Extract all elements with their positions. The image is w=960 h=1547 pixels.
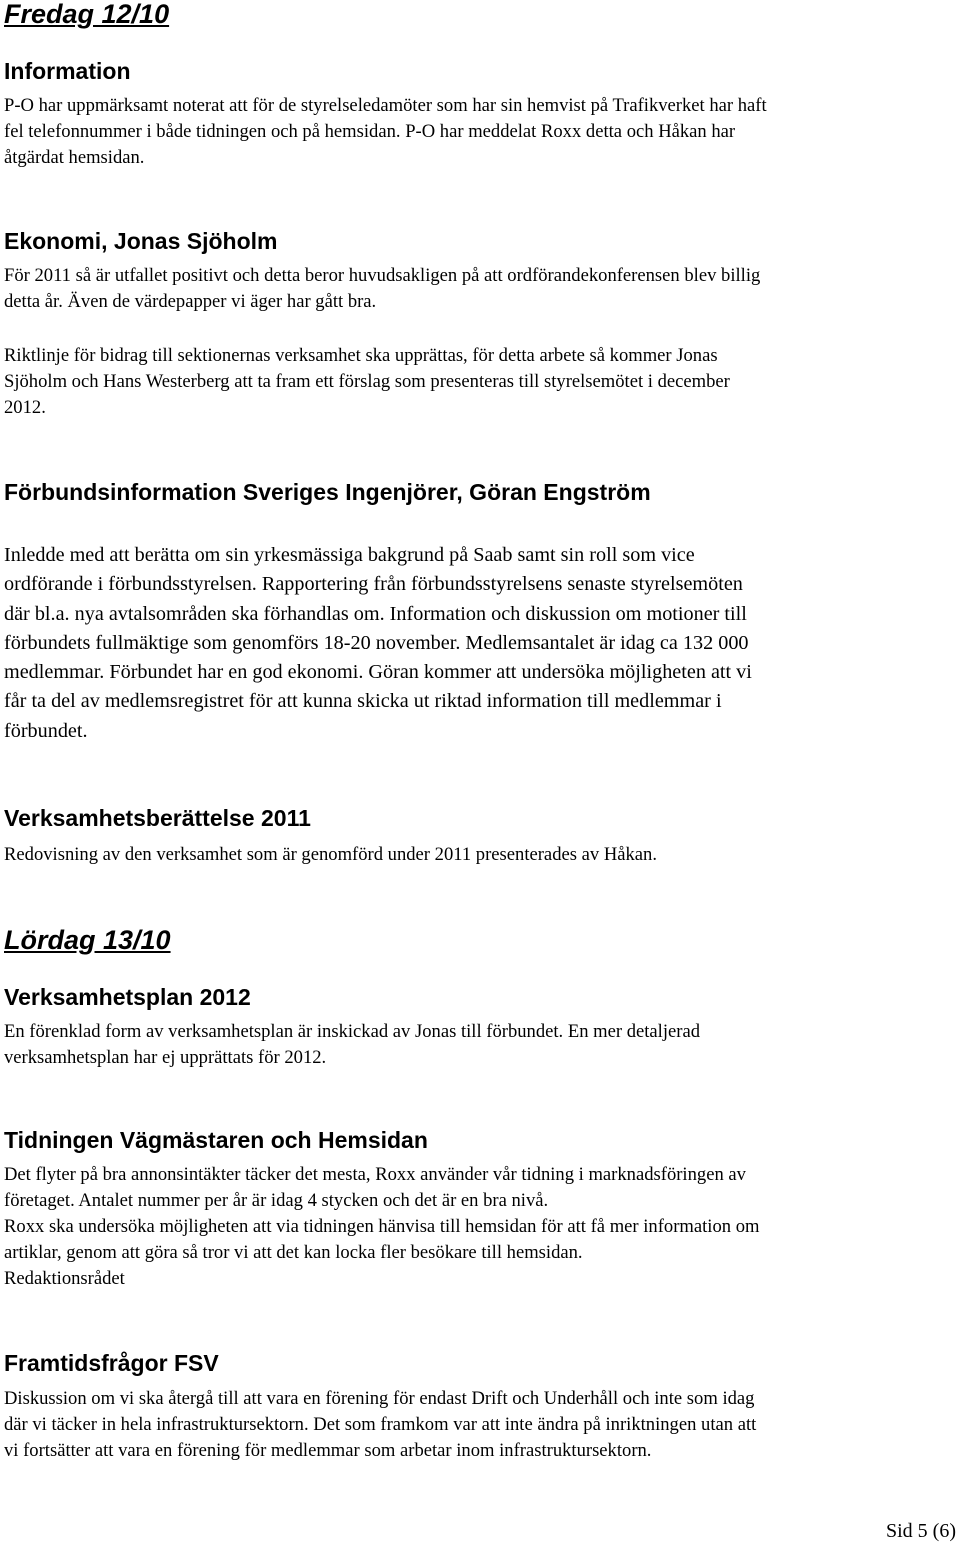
section-heading-annual-report: Verksamhetsberättelse 2011 [4,805,311,831]
section-heading-future-questions: Framtidsfrågor FSV [4,1350,219,1376]
text-line: åtgärdat hemsidan. [4,147,145,168]
section-heading-business-plan: Verksamhetsplan 2012 [4,984,251,1010]
section-heading-union-info: Förbundsinformation Sveriges Ingenjörer, Göran Engström [4,479,651,505]
text-line: ordförande i förbundsstyrelsen. Rapportering från förbundsstyrelsens senaste styrelsemöten [4,573,743,596]
text-line: medlemmar. Förbundet har en god ekonomi. Göran kommer att undersöka möjligheten att vi [4,661,752,684]
text-line: vi fortsätter att vara en förening för medlemmar som arbetar inom infrastruktursektorn. [4,1440,652,1461]
text-line: Redovisning av den verksamhet som är genomförd under 2011 presenterades av Håkan. [4,844,657,865]
text-line: För 2011 så är utfallet positivt och detta beror huvudsakligen på att ordförandekonferensen blev billig [4,265,761,286]
paragraph-annual-report [4,842,956,868]
paragraph-future-questions [4,1386,956,1464]
text-line: verksamhetsplan har ej upprättats för 2012. [4,1047,327,1068]
paragraph-information [4,93,956,171]
text-line: En förenklad form av verksamhetsplan är inskickad av Jonas till förbundet. En mer detaljerad [4,1021,701,1042]
section-heading-economy: Ekonomi, Jonas Sjöholm [4,228,278,254]
text-line: 2012. [4,397,46,418]
section-heading-magazine: Tidningen Vägmästaren och Hemsidan [4,1127,428,1153]
text-line: förbundets fullmäktige som genomförs 18-20 november. Medlemsantalet är idag ca 132 000 [4,631,749,654]
text-line: där bl.a. nya avtalsområden ska förhandlas om. Information och diskussion om motioner till [4,602,747,625]
text-line: förbundet. [4,719,88,742]
text-line: Diskussion om vi ska återgå till att vara en förening för endast Drift och Underhåll och inte som idag [4,1388,755,1409]
paragraph-union-info [4,541,949,746]
section-heading-information: Information [4,58,131,84]
text-line: Roxx ska undersöka möjligheten att via tidningen hänvisa till hemsidan för att få mer information om [4,1216,760,1237]
text-line: företaget. Antalet nummer per år är idag 4 stycken och det är en bra nivå. [4,1190,549,1211]
day-heading-saturday: Lördag 13/10 [4,925,171,955]
text-line: Redaktionsrådet [4,1268,125,1289]
text-line: fel telefonnummer i både tidningen och på hemsidan. P-O har meddelat Roxx detta och Håkan har [4,121,736,142]
day-heading-friday: Fredag 12/10 [4,0,170,29]
paragraph-magazine [4,1162,956,1292]
text-line: Sjöholm och Hans Westerberg att ta fram ett förslag som presenteras till styrelsemötet i december [4,371,730,392]
paragraph-business-plan [4,1019,956,1071]
text-line: artiklar, genom att göra så tror vi att det kan locka fler besökare till hemsidan. [4,1242,583,1263]
text-line: Det flyter på bra annonsintäkter täcker det mesta, Roxx använder vår tidning i marknadsföringen av [4,1164,746,1185]
text-line: Riktlinje för bidrag till sektionernas verksamhet ska upprättas, för detta arbete så kommer Jonas [4,345,718,366]
text-line: där vi täcker in hela infrastruktursektorn. Det som framkom var att inte ändra på inriktningen utan att [4,1414,757,1435]
text-line: P-O har uppmärksamt noterat att för de styrelseledamöter som har sin hemvist på Trafikverket har haft [4,95,767,116]
paragraph-economy-result [4,263,956,315]
page-number: Sid 5 (6) [886,1520,956,1542]
paragraph-economy-guideline [4,343,956,421]
text-line: får ta del av medlemsregistret för att kunna skicka ut riktad information till medlemmar i [4,690,722,713]
text-line: detta år. Även de värdepapper vi äger har gått bra. [4,291,377,312]
text-line: Inledde med att berätta om sin yrkesmässiga bakgrund på Saab samt sin roll som vice [4,544,695,566]
